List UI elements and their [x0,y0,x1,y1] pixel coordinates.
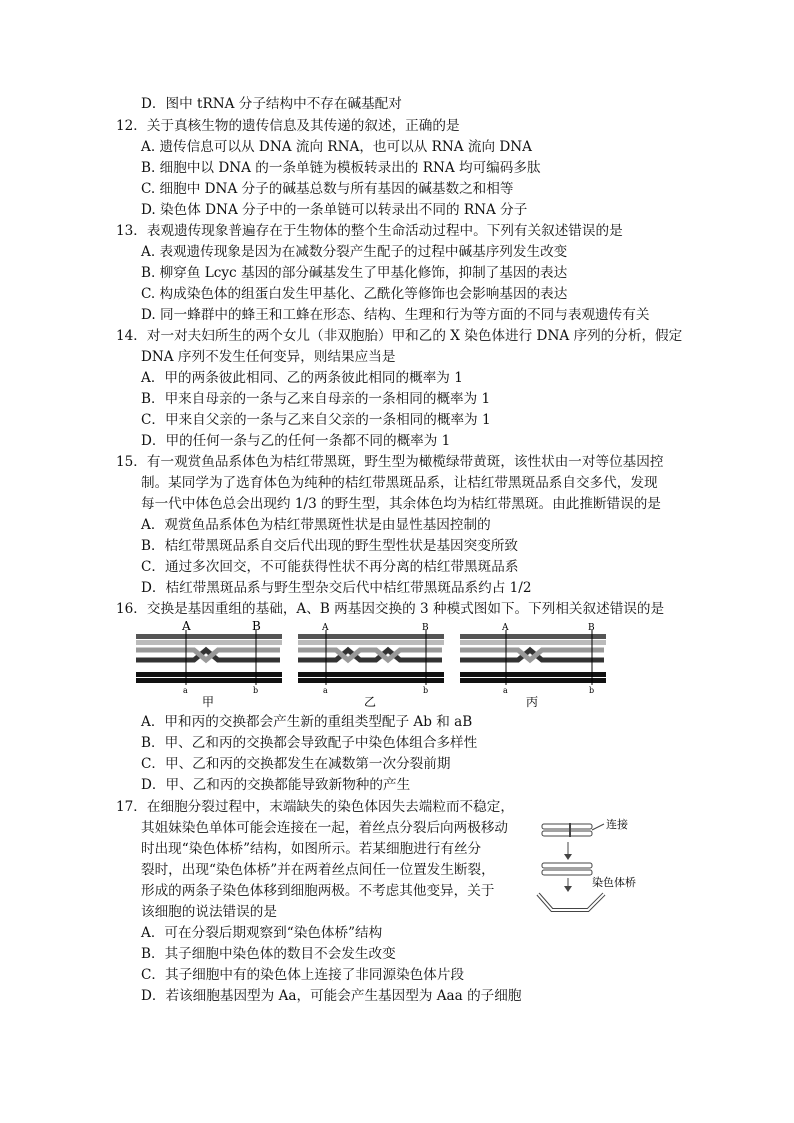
label-chromosome-bridge: 染色体桥 [592,876,636,889]
question-stem: 12．关于真核生物的遗传信息及其传递的叙述，正确的是 [116,118,460,134]
answer-option: A. 遗传信息可以从 DNA 流向 RNA，也可以从 RNA 流向 DNA [141,139,532,155]
gene-A-label: A [182,620,191,633]
question-stem: 16．交换是基因重组的基础，A、B 两基因交换的 3 种模式图如下。下列相关叙述错误的是 [116,601,665,617]
answer-option: A．观赏鱼品系体色为桔红带黑斑性状是由显性基因控制的 [141,517,491,533]
answer-option: D．图中 tRNA 分子结构中不存在碱基配对 [141,96,402,112]
gene-a-label: a [323,686,328,695]
answer-option: C. 构成染色体的组蛋白发生甲基化、乙酰化等修饰也会影响基因的表达 [141,286,568,302]
panel-label-yi: 乙 [364,695,377,709]
gene-B-label: B [422,623,429,633]
panel-label-bing: 丙 [526,695,539,709]
gene-B-label: B [588,623,595,633]
label-connect: 连接 [606,818,628,831]
answer-option: B．甲来自母亲的一条与乙来自母亲的一条相同的概率为 1 [141,391,491,407]
answer-option: A．可在分裂后期观察到“染色体桥”结构 [141,925,383,941]
question-stem: 15．有一观赏鱼品系体色为桔红带黑斑，野生型为橄榄绿带黄斑，该性状由一对等位基因控 [116,454,664,470]
answer-option: B. 柳穿鱼 Lcyc 基因的部分碱基发生了甲基化修饰，抑制了基因的表达 [141,265,568,281]
question-text: 裂时，出现“染色体桥”并在两着丝点间任一位置发生断裂， [141,862,495,878]
question-stem: 17．在细胞分裂过程中，末端缺失的染色体因失去端粒而不稳定， [116,799,514,815]
question-text: 每一代中体色总会出现约 1/3 的野生型，其余体色均为桔红带黑斑。由此推断错误的是 [141,496,661,512]
question-text: 制。某同学为了选育体色为纯种的桔红带黑斑品系，让桔红带黑斑品系自交多代，发现 [141,475,658,491]
question-text: 形成的两条子染色体移到细胞两极。不考虑其他变异，关于 [141,883,495,899]
question-stem: 14．对一对夫妇所生的两个女儿（非双胞胎）甲和乙的 X 染色体进行 DNA 序列的分析，假定 [116,328,683,344]
answer-option: D. 同一蜂群中的蜂王和工蜂在形态、结构、生理和行为等方面的不同与表观遗传有关 [141,307,650,323]
gene-b-label: b [589,686,595,695]
panel-label-jia: 甲 [202,695,215,709]
question-text: 该细胞的说法错误的是 [141,904,277,920]
arrow-down-icon [564,854,572,860]
question-text: DNA 序列不发生任何变异，则结果应当是 [141,349,396,365]
gene-a-label: a [503,686,508,695]
gene-b-label: b [253,686,259,695]
gene-b-label: b [423,686,429,695]
answer-option: C．通过多次回交，不可能获得性状不再分离的桔红带黑斑品系 [141,559,519,575]
question-text: 时出现“染色体桥”结构，如图所示。若某细胞进行有丝分 [141,841,482,857]
answer-option: D．甲的任何一条与乙的任何一条都不同的概率为 1 [141,433,451,449]
question-text: 其姐妹染色单体可能会连接在一起，着丝点分裂后向两极移动 [141,820,509,836]
chromosome-bridge-figure [530,810,650,922]
panel-bing [460,623,606,709]
answer-option: B．甲、乙和丙的交换都会导致配子中染色体组合多样性 [141,735,478,751]
panel-jia [136,620,282,709]
gene-A-label: A [322,623,329,633]
gene-A-label: A [502,623,509,633]
arrow-down-icon [564,886,572,892]
answer-option: C. 细胞中 DNA 分子的碱基总数与所有基因的碱基数之和相等 [141,181,514,197]
answer-option: A. 表观遗传现象是因为在减数分裂产生配子的过程中碱基序列发生改变 [141,244,568,260]
answer-option: B．其子细胞中染色体的数目不会发生改变 [141,946,396,962]
answer-option: C．其子细胞中有的染色体上连接了非同源染色体片段 [141,967,465,983]
answer-option: D．甲、乙和丙的交换都能导致新物种的产生 [141,777,411,793]
answer-option: B．桔红带黑斑品系自交后代出现的野生型性状是基因突变所致 [141,538,519,554]
question-stem: 13．表观遗传现象普遍存在于生物体的整个生命活动过程中。下列有关叙述错误的是 [116,223,623,239]
answer-option: A．甲的两条彼此相同、乙的两条彼此相同的概率为 1 [141,370,463,386]
answer-option: B. 细胞中以 DNA 的一条单链为模板转录出的 RNA 均可编码多肽 [141,160,541,176]
gene-a-label: a [183,686,188,695]
answer-option: D．桔红带黑斑品系与野生型杂交后代中桔红带黑斑品系约占 1/2 [141,580,532,596]
answer-option: D. 染色体 DNA 分子中的一条单链可以转录出不同的 RNA 分子 [141,202,528,218]
answer-option: A．甲和丙的交换都会产生新的重组类型配子 Ab 和 aB [141,714,473,730]
answer-option: D．若该细胞基因型为 Aa，可能会产生基因型为 Aaa 的子细胞 [141,988,522,1004]
gene-B-label: B [252,620,261,633]
panel-yi [298,623,444,709]
crossover-figure [134,620,614,710]
answer-option: C．甲、乙和丙的交换都发生在减数第一次分裂前期 [141,756,451,772]
answer-option: C．甲来自父亲的一条与乙来自父亲的一条相同的概率为 1 [141,412,491,428]
